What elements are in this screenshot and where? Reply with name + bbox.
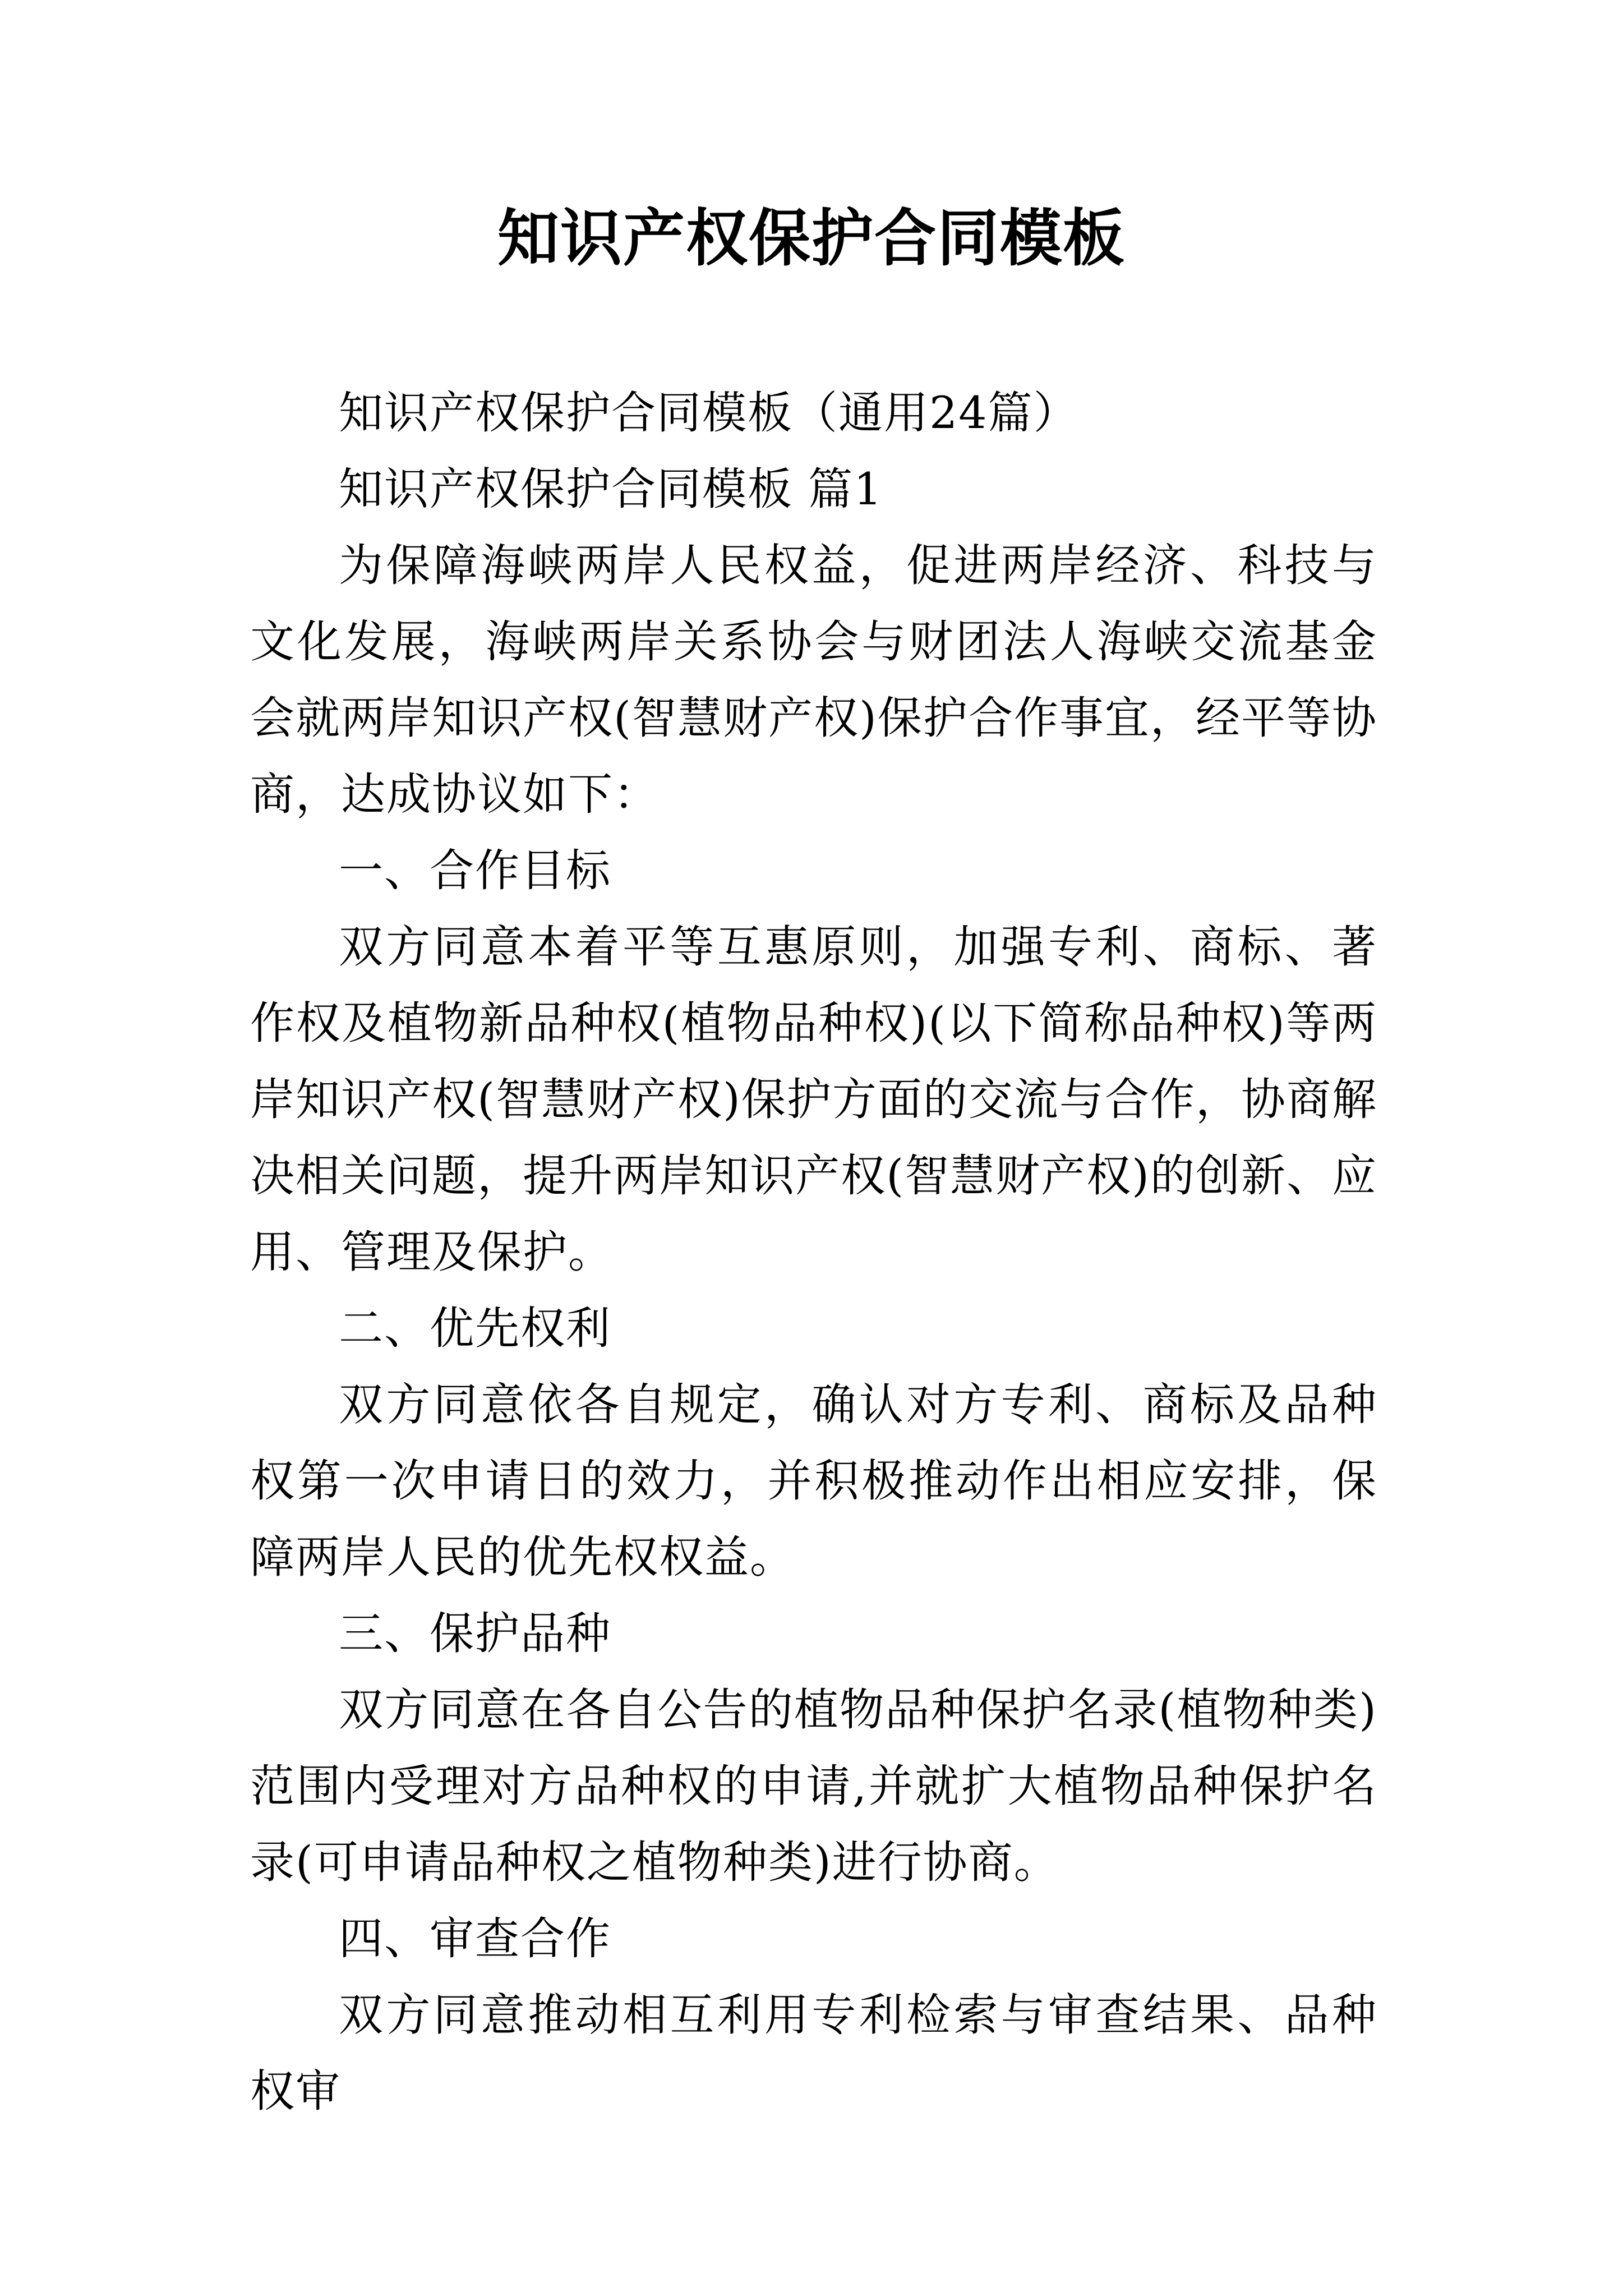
document-body (250, 375, 1377, 2129)
section-heading-4: 四、审查合作 (339, 1913, 611, 1964)
section-body-4: 双方同意推动相互利用专利检索与审查结果、品种权审 (250, 1989, 1377, 2117)
section-body-1: 双方同意本着平等互惠原则，加强专利、商标、著作权及植物新品种权(植物品种权)(以下简称品种权)等两岸知识产权(智慧财产权)保护方面的交流与合作，协商解决相关问题，提升两岸知识产权(智慧财产权)的创新、应用、管理及保护。 (250, 921, 1377, 1278)
article-heading: 知识产权保护合同模板 篇1 (339, 463, 883, 515)
section-heading-3: 三、保护品种 (339, 1608, 611, 1659)
preamble-paragraph: 为保障海峡两岸人民权益，促进两岸经济、科技与文化发展，海峡两岸关系协会与财团法人海峡交流基金会就两岸知识产权(智慧财产权)保护合作事宜，经平等协商，达成协议如下： (250, 540, 1377, 820)
section-body-2: 双方同意依各自规定，确认对方专利、商标及品种权第一次申请日的效力，并积极推动作出相应安排，保障两岸人民的优先权权益。 (250, 1379, 1377, 1583)
section-heading-1: 一、合作目标 (339, 845, 611, 896)
section-heading-2: 二、优先权利 (339, 1303, 611, 1354)
section-body-3: 双方同意在各自公告的植物品种保护名录(植物种类)范围内受理对方品种权的申请,并就扩大植物品种保护名录(可申请品种权之植物种类)进行协商。 (250, 1684, 1377, 1888)
subtitle-line: 知识产权保护合同模板（通用24篇） (339, 387, 1079, 439)
document-title: 知识产权保护合同模板 (497, 203, 1126, 274)
